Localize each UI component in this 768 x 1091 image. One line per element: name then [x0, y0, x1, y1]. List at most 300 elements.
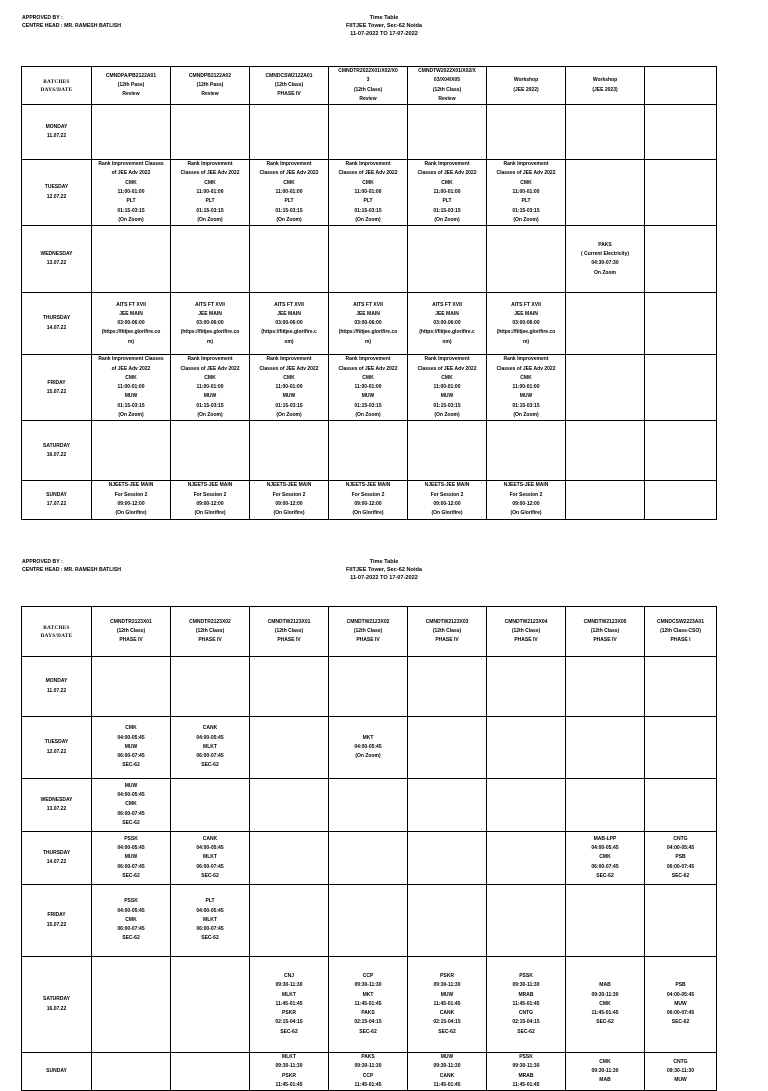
batch-header-line: (JEE 2023)	[592, 86, 618, 93]
day-date: 15.07.22	[46, 388, 67, 395]
schedule-cell	[92, 717, 171, 779]
schedule-line: 09:30-11:30	[591, 1067, 619, 1074]
schedule-line: CMK	[362, 374, 374, 381]
schedule-line: MRAB	[518, 991, 534, 998]
timetable-grid	[21, 66, 717, 520]
schedule-cell	[92, 355, 171, 421]
schedule-cell	[566, 657, 645, 717]
schedule-line: ( Current Electricity)	[580, 250, 630, 257]
schedule-line: SEC-62	[671, 872, 690, 879]
day-date: 14.07.22	[46, 859, 67, 865]
schedule-line: CMK	[204, 374, 216, 381]
schedule-line: MLKT	[203, 916, 217, 923]
day-name: FRIDAY	[47, 379, 66, 386]
schedule-line: (On Zoom)	[118, 216, 144, 223]
batch-header-line: Review	[438, 95, 456, 102]
schedule-line: (On Zoom)	[355, 753, 381, 760]
schedule-cell	[566, 355, 645, 421]
schedule-line: 09:00-12:00	[117, 500, 145, 507]
schedule-line: 11:00-01:00	[275, 189, 303, 196]
schedule-cell	[487, 657, 566, 717]
schedule-line: (On Zoom)	[434, 216, 460, 223]
batch-header-line: (12th Class)	[511, 627, 541, 634]
schedule-line: (On Zoom)	[118, 412, 144, 419]
schedule-line: MLKT	[203, 743, 217, 750]
schedule-line: MUW	[282, 393, 296, 400]
batch-header-line: (12th Class)	[274, 81, 304, 88]
schedule-line: m)	[206, 338, 214, 345]
day-row	[22, 481, 717, 519]
day-name: THURSDAY	[42, 315, 71, 322]
batch-header-line: (12th Class)	[353, 86, 383, 93]
schedule-line: (On Zoom)	[276, 216, 302, 223]
schedule-line: 09:00-12:00	[275, 500, 303, 507]
schedule-line: 11:00-01:00	[433, 189, 461, 196]
centre-head-label: CENTRE HEAD : MR. RAMESH BATLISH	[22, 567, 122, 573]
schedule-line: (On Zoom)	[355, 216, 381, 223]
schedule-cell	[487, 160, 566, 226]
batch-header-line: (12th Class)	[353, 627, 383, 634]
schedule-line: 09:30-11:30	[512, 1063, 540, 1070]
schedule-cell	[250, 105, 329, 160]
batch-header-line: PHASE IV	[593, 637, 617, 644]
schedule-cell	[645, 160, 717, 226]
schedule-line: 01:15-03:15	[275, 207, 303, 214]
schedule-cell	[329, 779, 408, 832]
schedule-cell	[487, 481, 566, 519]
day-date-cell	[22, 1053, 92, 1091]
schedule-line: PLT	[363, 198, 373, 205]
schedule-line: 03:00-06:00	[354, 320, 382, 327]
schedule-line: CNTG	[673, 1058, 688, 1065]
schedule-cell	[171, 957, 250, 1053]
schedule-cell	[171, 160, 250, 226]
schedule-line: CMK	[283, 374, 295, 381]
schedule-cell	[92, 657, 171, 717]
schedule-cell	[171, 105, 250, 160]
batch-header-line: PHASE IV	[277, 637, 301, 644]
schedule-line: SEC-62	[201, 872, 219, 879]
schedule-line: MRAB	[518, 1072, 534, 1079]
schedule-line: CMK	[125, 916, 137, 923]
schedule-cell	[645, 481, 717, 519]
schedule-line: AITS FT XVII	[116, 301, 146, 308]
schedule-line: PSB	[675, 854, 686, 861]
schedule-line: PLT	[126, 198, 136, 205]
schedule-cell	[250, 885, 329, 957]
schedule-line: PAKS	[361, 1010, 375, 1017]
schedule-line: m)	[364, 338, 372, 345]
schedule-line: 02:15-04:15	[433, 1019, 461, 1026]
batch-header-line: (12th Pass)	[117, 81, 145, 88]
schedule-line: MUW	[440, 1054, 454, 1060]
schedule-line: 09:00-12:00	[196, 500, 224, 507]
batch-header-line: CMNDPA/PB2122A01	[105, 72, 157, 79]
schedule-line: NJEETS-JEE MAIN	[187, 482, 233, 489]
schedule-cell	[487, 105, 566, 160]
day-date: 15.07.22	[46, 921, 67, 928]
schedule-line: 11:45-01:45	[354, 1081, 382, 1088]
batch-header-line: PHASE IV	[198, 637, 222, 644]
day-name: WEDNESDAY	[40, 250, 73, 257]
batch-header-line: (12th Class)	[274, 627, 304, 634]
schedule-line: Rank Improvement	[345, 161, 391, 168]
schedule-line: CNTG	[673, 835, 688, 842]
day-name: SUNDAY	[46, 1067, 67, 1074]
schedule-line: 04:00-05:45	[117, 792, 145, 799]
schedule-cell	[645, 355, 717, 421]
day-name: SATURDAY	[43, 996, 70, 1003]
day-row	[22, 832, 717, 885]
schedule-line: 09:30-11:30	[354, 1063, 382, 1070]
schedule-line: m)	[522, 338, 530, 345]
schedule-line: 06:00-07:45	[666, 1010, 695, 1017]
day-date-cell	[22, 293, 92, 355]
schedule-line: MLKT	[282, 1054, 296, 1060]
schedule-cell	[329, 226, 408, 293]
schedule-cell	[92, 226, 171, 293]
day-name: TUESDAY	[44, 739, 69, 746]
schedule-line: 04:00-05:45	[117, 907, 145, 914]
schedule-cell	[250, 355, 329, 421]
schedule-line: 11:45-01:45	[275, 1081, 303, 1088]
sheet-title-block	[284, 14, 484, 38]
approval-block	[22, 558, 121, 574]
schedule-line: of JEE Adv 2022	[111, 365, 151, 372]
schedule-cell	[408, 779, 487, 832]
schedule-cell	[566, 481, 645, 519]
day-row	[22, 226, 717, 293]
day-date: 16.07.22	[46, 451, 67, 458]
schedule-cell	[329, 717, 408, 779]
schedule-cell	[408, 1053, 487, 1091]
schedule-cell	[566, 885, 645, 957]
schedule-line: CMK	[283, 179, 295, 186]
schedule-line: MAB	[599, 1077, 611, 1084]
schedule-line: 11:45-01:45	[433, 1000, 461, 1007]
schedule-cell	[487, 957, 566, 1053]
schedule-cell	[408, 832, 487, 885]
approved-by-label: APPROVED BY :	[22, 15, 63, 21]
schedule-cell	[566, 779, 645, 832]
batch-header-row	[22, 607, 717, 657]
schedule-line: PLT	[205, 898, 215, 905]
schedule-cell	[171, 293, 250, 355]
day-row	[22, 957, 717, 1053]
schedule-cell	[92, 832, 171, 885]
schedule-line: 02:15-04:15	[512, 1019, 540, 1026]
schedule-line: Rank Improvement	[266, 161, 312, 168]
day-row	[22, 355, 717, 421]
batch-header-line: PHASE I	[670, 637, 691, 644]
day-name: TUESDAY	[44, 184, 69, 191]
day-name: SUNDAY	[46, 491, 67, 498]
schedule-cell	[645, 1053, 717, 1091]
schedule-line: MUW	[124, 854, 138, 861]
schedule-cell	[171, 832, 250, 885]
schedule-line: SEC-62	[359, 1028, 377, 1035]
schedule-line: PSSK	[124, 835, 138, 842]
schedule-line: MLKT	[282, 991, 296, 998]
day-date-cell	[22, 160, 92, 226]
schedule-line: MUW	[674, 1077, 687, 1084]
schedule-line: CMK	[599, 1058, 611, 1065]
sheet-location: FIITJEE Tower, Sec-62 Noida	[345, 567, 423, 573]
schedule-line: CANK	[439, 1010, 455, 1017]
batch-header-line: CMNDTW2123X05	[583, 618, 627, 625]
schedule-line: SEC-62	[596, 1019, 614, 1026]
schedule-cell	[645, 226, 717, 293]
schedule-cell	[92, 957, 171, 1053]
schedule-line: 01:15-03:15	[433, 207, 461, 214]
schedule-line: Rank Improvement	[345, 356, 391, 363]
schedule-line: 02:15-04:15	[275, 1019, 303, 1026]
schedule-line: of JEE Adv 2022	[111, 170, 151, 177]
day-name: FRIDAY	[47, 912, 66, 919]
schedule-cell	[645, 717, 717, 779]
schedule-line: SEC-62	[122, 762, 140, 769]
schedule-line: JEE MAIN	[119, 310, 143, 317]
schedule-line: Rank Improvement	[187, 356, 233, 363]
day-date-cell	[22, 105, 92, 160]
schedule-line: Rank Improvement	[266, 356, 312, 363]
schedule-line: (https://fiitjee.glorifire.co	[338, 329, 398, 336]
day-name: WEDNESDAY	[40, 796, 73, 803]
batch-header-line: (12th Class)	[590, 627, 620, 634]
schedule-cell	[250, 481, 329, 519]
schedule-line: 03:00-06:00	[117, 320, 145, 327]
schedule-line: Rank Improvement	[424, 356, 470, 363]
schedule-line: 11:45-01:45	[512, 1000, 540, 1007]
schedule-line: (On Zoom)	[513, 412, 539, 419]
schedule-line: 11:45-01:45	[354, 1000, 382, 1007]
schedule-cell	[329, 832, 408, 885]
batch-header-cell	[171, 607, 250, 657]
schedule-cell	[329, 293, 408, 355]
corner-label: DAYS/DATE	[40, 86, 73, 93]
schedule-cell	[329, 355, 408, 421]
schedule-line: (On Zoom)	[197, 412, 223, 419]
schedule-line: 04:00-05:45	[666, 991, 695, 998]
schedule-line: (On Zoom)	[434, 412, 460, 419]
schedule-line: PSSK	[519, 1054, 533, 1060]
day-row	[22, 779, 717, 832]
schedule-cell	[566, 1053, 645, 1091]
schedule-line: MLKT	[203, 854, 217, 861]
schedule-line: NJEETS-JEE MAIN	[108, 482, 154, 489]
schedule-cell	[250, 293, 329, 355]
schedule-cell	[329, 160, 408, 226]
schedule-line: CCP	[362, 972, 374, 979]
schedule-cell	[171, 717, 250, 779]
schedule-line: 11:45-01:45	[512, 1081, 540, 1088]
schedule-line: PAKS	[598, 241, 612, 248]
schedule-line: CMK	[125, 801, 137, 808]
batch-header-line: PHASE IV	[435, 637, 459, 644]
schedule-line: For Session 2	[193, 491, 227, 498]
schedule-cell	[487, 832, 566, 885]
schedule-line: 01:15-03:15	[117, 402, 145, 409]
batch-header-line: PHASE IV	[356, 637, 380, 644]
schedule-line: 11:00-01:00	[275, 384, 303, 391]
schedule-line: For Session 2	[272, 491, 306, 498]
schedule-cell	[92, 481, 171, 519]
day-date: 13.07.22	[46, 806, 67, 812]
schedule-line: NJEETS-JEE MAIN	[424, 482, 470, 489]
schedule-line: JEE MAIN	[356, 310, 380, 317]
schedule-line: Classes of JEE Adv 2022	[338, 365, 398, 372]
batch-header-line: Workshop	[592, 77, 618, 84]
approval-block	[22, 14, 121, 30]
schedule-line: 04:30-07:30	[591, 260, 619, 267]
schedule-line: MUW	[124, 393, 138, 400]
schedule-line: Classes of JEE Adv 2022	[338, 170, 398, 177]
batch-header-cell	[250, 67, 329, 105]
schedule-cell	[92, 293, 171, 355]
batch-header-line: CMNDTR2123X01	[110, 618, 152, 625]
day-row	[22, 160, 717, 226]
batch-header-cell	[408, 67, 487, 105]
schedule-cell	[645, 657, 717, 717]
day-date: 14.07.22	[46, 324, 67, 331]
schedule-line: 11:00-01:00	[512, 189, 540, 196]
schedule-line: 04:00-05:45	[354, 743, 382, 750]
schedule-line: PSB	[675, 982, 686, 989]
schedule-line: Classes of JEE Adv 2022	[417, 170, 477, 177]
schedule-line: CANK	[202, 725, 218, 732]
schedule-line: 06:00-07:45	[196, 863, 224, 870]
schedule-line: (https://fiitjee.glorifire.c	[261, 329, 317, 336]
batch-header-cell	[250, 607, 329, 657]
schedule-line: 06:00-07:45	[117, 810, 145, 817]
schedule-cell	[408, 226, 487, 293]
schedule-cell	[487, 226, 566, 293]
schedule-cell	[92, 105, 171, 160]
schedule-line: 06:00-07:45	[196, 753, 224, 760]
schedule-line: JEE MAIN	[277, 310, 301, 317]
schedule-line: 09:30-11:30	[512, 982, 540, 989]
schedule-line: Rank Improvement	[503, 161, 549, 168]
schedule-cell	[92, 1053, 171, 1091]
schedule-cell	[645, 885, 717, 957]
schedule-cell	[408, 355, 487, 421]
schedule-cell	[645, 957, 717, 1053]
schedule-cell	[171, 885, 250, 957]
schedule-cell	[92, 160, 171, 226]
schedule-cell	[250, 957, 329, 1053]
schedule-line: 06:00-07:45	[117, 863, 145, 870]
schedule-cell	[171, 779, 250, 832]
schedule-cell	[329, 421, 408, 481]
day-date-cell	[22, 885, 92, 957]
schedule-line: For Session 2	[114, 491, 148, 498]
schedule-line: MAB	[599, 982, 611, 989]
schedule-cell	[250, 717, 329, 779]
schedule-line: (On Glorifire)	[194, 510, 226, 517]
schedule-line: 11:00-01:00	[117, 384, 145, 391]
schedule-line: 04:00-05:45	[196, 907, 224, 914]
day-date: 17.07.22	[46, 500, 67, 507]
schedule-line: Classes of JEE Adv 2022	[496, 170, 556, 177]
day-date-cell	[22, 779, 92, 832]
day-date-cell	[22, 355, 92, 421]
batch-header-line: CMNDCSW2223A01	[657, 618, 704, 625]
schedule-cell	[566, 421, 645, 481]
schedule-line: PSKR	[440, 972, 454, 979]
batch-header-line: Review	[201, 91, 219, 98]
schedule-cell	[250, 226, 329, 293]
batch-header-line: CMNDTW2123X02	[346, 618, 390, 625]
batch-header-line: (12th Class)	[116, 627, 146, 634]
schedule-line: 01:15-03:15	[512, 402, 540, 409]
schedule-line: JEE MAIN	[198, 310, 222, 317]
schedule-line: (On Glorifire)	[352, 510, 384, 517]
day-date-cell	[22, 226, 92, 293]
batch-header-line: CMNDTW2022X01/X02/X	[418, 68, 476, 74]
schedule-line: 09:00-12:00	[433, 500, 461, 507]
batch-header-line: (12th Class)	[432, 627, 462, 634]
schedule-line: CMK	[441, 179, 453, 186]
schedule-line: Classes of JEE Adv 2022	[259, 365, 319, 372]
schedule-line: PSKR	[282, 1010, 296, 1017]
schedule-line: 01:15-03:15	[433, 402, 461, 409]
schedule-cell	[171, 481, 250, 519]
day-date-cell	[22, 832, 92, 885]
day-date: 13.07.22	[46, 260, 67, 267]
schedule-line: AITS FT XVII	[274, 301, 304, 308]
day-name: MONDAY	[45, 123, 68, 130]
schedule-line: CCP	[362, 1072, 374, 1079]
batch-header-cell	[329, 607, 408, 657]
schedule-line: SEC-62	[122, 819, 140, 826]
batch-header-line: (JEE 2022)	[513, 86, 539, 93]
schedule-line: 09:00-12:00	[354, 500, 382, 507]
batch-header-row	[22, 67, 717, 105]
schedule-line: (On Zoom)	[276, 412, 302, 419]
sheet-title: Time Table	[369, 559, 399, 565]
schedule-line: 04:00-05:45	[117, 845, 145, 852]
batch-header-line: CMNDTW2123X01	[267, 618, 311, 625]
centre-head-label: CENTRE HEAD : MR. RAMESH BATLISH	[22, 23, 122, 29]
batch-header-line: Review	[122, 91, 140, 98]
schedule-line: (https://fiitjee.glorifire.co	[496, 329, 556, 336]
schedule-cell	[408, 481, 487, 519]
schedule-line: CMK	[520, 374, 532, 381]
timetable-grid	[21, 606, 717, 1091]
day-row	[22, 885, 717, 957]
schedule-cell	[487, 355, 566, 421]
schedule-cell	[171, 657, 250, 717]
batch-header-line: Review	[359, 95, 377, 102]
schedule-line: On Zoom	[594, 269, 616, 276]
schedule-line: NJEETS-JEE MAIN	[266, 482, 312, 489]
schedule-line: 01:15-03:15	[354, 207, 382, 214]
schedule-line: 09:30-11:30	[354, 982, 382, 989]
schedule-line: PSSK	[124, 898, 138, 905]
schedule-cell	[566, 226, 645, 293]
schedule-cell	[566, 293, 645, 355]
schedule-line: AITS FT XVII	[195, 301, 225, 308]
schedule-line: 04:00-05:45	[196, 845, 224, 852]
sheet-location: FIITJEE Tower, Sec-62 Noida	[345, 23, 423, 29]
schedule-line: Rank Improvement Classes	[98, 356, 164, 363]
schedule-line: AITS FT XVII	[353, 301, 383, 308]
schedule-cell	[408, 160, 487, 226]
schedule-cell	[487, 293, 566, 355]
schedule-line: 09:30-11:30	[275, 1063, 303, 1070]
schedule-line: 01:15-03:15	[196, 402, 224, 409]
schedule-line: 11:00-01:00	[196, 189, 224, 196]
